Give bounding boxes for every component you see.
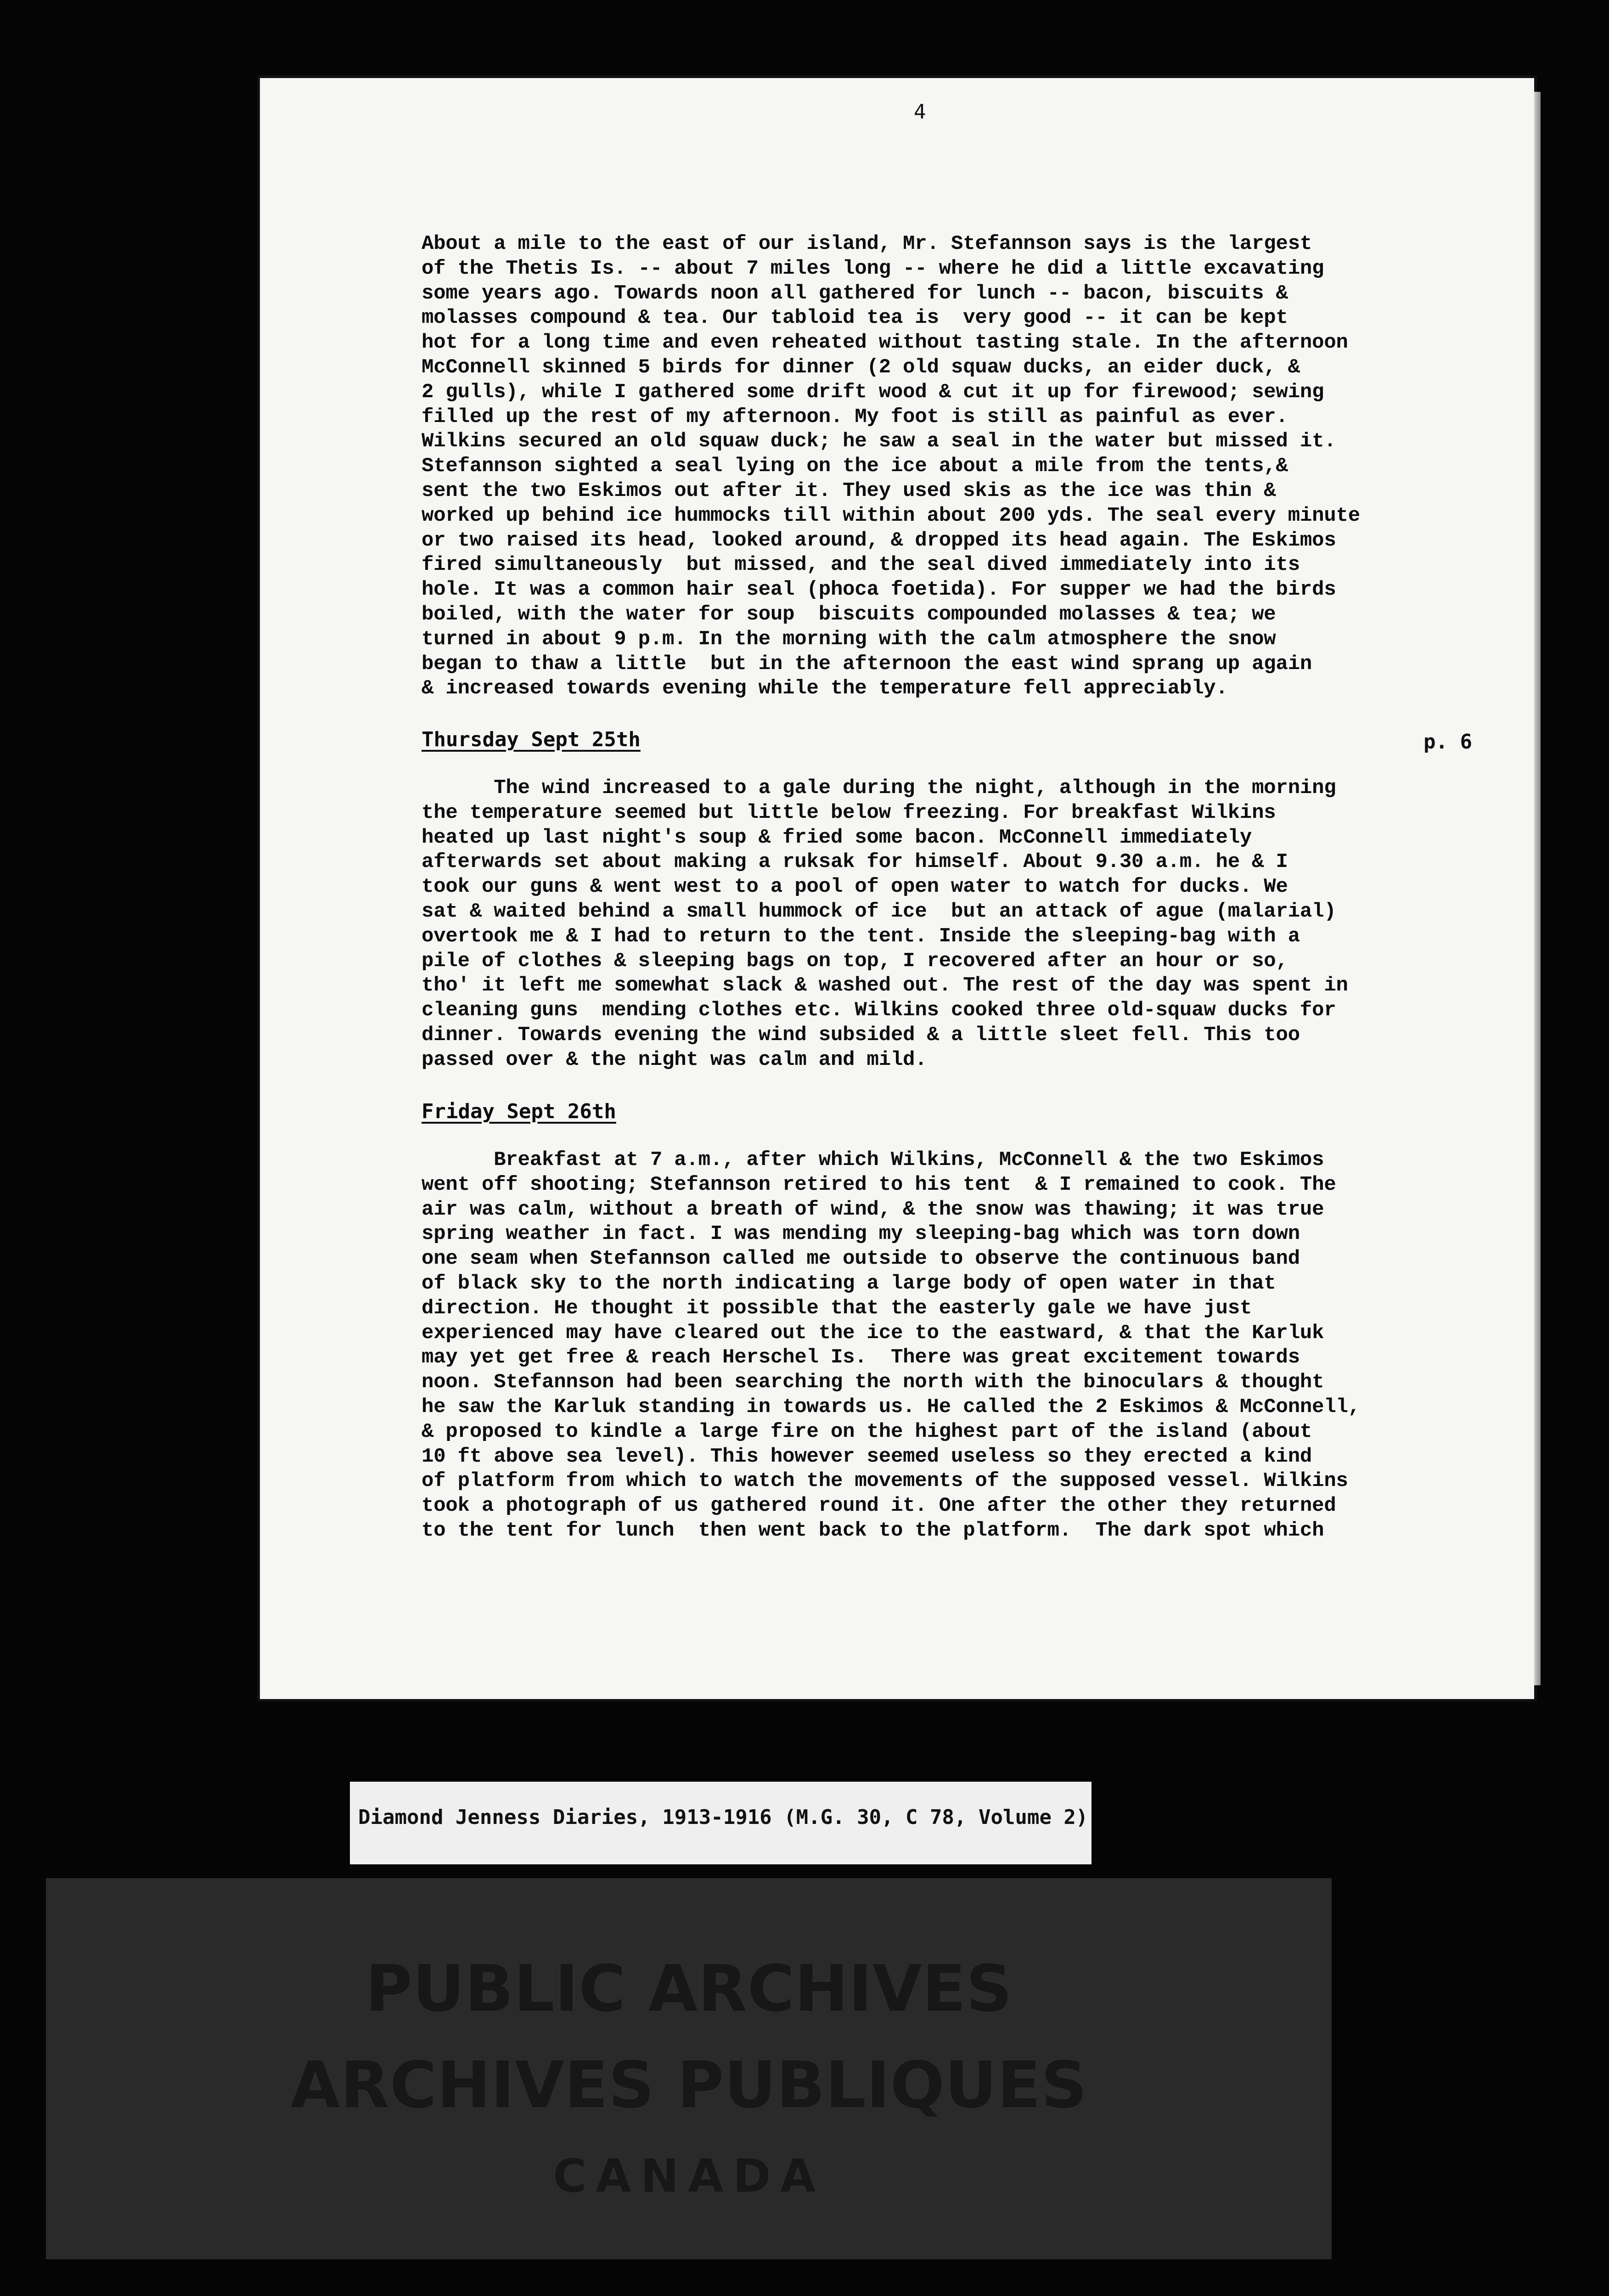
stamp-line-french: ARCHIVES PUBLIQUES [290,2048,1087,2123]
page-edge [1534,92,1541,1685]
heading-friday-sept-26: Friday Sept 26th [422,1100,616,1123]
archives-stamp [46,1878,1332,2259]
heading-thursday-sept-25: Thursday Sept 25th [422,728,641,751]
archive-label-text: Diamond Jenness Diaries, 1913-1916 (M.G. 30, C 78, Volume 2) [358,1806,1088,1829]
stamp-line-canada: CANADA [552,2149,825,2203]
stamp-line-english: PUBLIC ARCHIVES [365,1952,1013,2026]
entry-sept-26-text: Breakfast at 7 a.m., after which Wilkins, McConnell & the two Eskimos went off shooting; Stefannson retired to his tent & I remained to cook. The air was calm, without a breath of wind, & the snow was thawing; it was true spring weather in fact. I was mending my sleeping-bag which was torn down one seam when Stefannson called me outside to observe the continuous band of black sky to the north indicating a large body of open water in that direction. He thought it possible that the easterly gale we have just experienced may have cleared out the ice to the eastward, & that the Karluk may yet get free & reach Herschel Is. There was great excitement towards noon. Stefannson had been searching the north with the binoculars & thought he saw the Karluk standing in towards us. He called the 2 Eskimos & McConnell, & proposed to kindle a large fire on the highest part of the island (about 10 ft above sea level). This however seemed useless so they erected a kind of platform from which to watch the movements of the supposed vessel. Wilkins took a photograph of us gathered round it. One after the other they returned to the tent for lunch then went back to the platform. The dark spot which [422,1148,1360,1542]
page-number: 4 [914,100,926,124]
archive-label [350,1782,1091,1864]
entry-sept-24-text: About a mile to the east of our island, Mr. Stefannson says is the largest of the Thetis Is. -- about 7 miles long -- where he did a little excavating some years ago. Towards noon all gathered for lunch -- bacon, biscuits & molasses compound & tea. Our tabloid tea is very good -- it can be kept hot for a long time and even reheated without tasting stale. In the afternoon McConnell skinned 5 birds for dinner (2 old squaw ducks, an eider duck, & 2 gulls), while I gathered some drift wood & cut it up for firewood; sewing filled up the rest of my afternoon. My foot is still as painful as ever. Wilkins secured an old squaw duck; he saw a seal in the water but missed it. Stefannson sighted a seal lying on the ice about a mile from the tents,& sent the two Eskimos out after it. They used skis as the ice was thin & worked up behind ice hummocks till within about 200 yds. The seal every minute or two raised its head, looked around, & dropped its head again. The Eskimos fired simultaneously but missed, and the seal dived immediately into its hole. It was a common hair seal (phoca foetida). For supper we had the birds boiled, with the water for soup biscuits compounded molasses & tea; we turned in about 9 p.m. In the morning with the calm atmosphere the snow began to thaw a little but in the afternoon the east wind sprang up again & increased towards evening while the temperature fell appreciably. [422,232,1360,700]
entry-sept-25-text: The wind increased to a gale during the night, although in the morning the temperature seemed but little below freezing. For breakfast Wilkins heated up last night's soup & fried some bacon. McConnell immediately afterwards set about making a ruksak for himself. About 9.30 a.m. he & I took our guns & went west to a pool of open water to watch for ducks. We sat & waited behind a small hummock of ice but an attack of ague (malarial) overtook me & I had to return to the tent. Inside the sleeping-bag with a pile of clothes & sleeping bags on top, I recovered after an hour or so, tho' it left me somewhat slack & washed out. The rest of the day was spent in cleaning guns mending clothes etc. Wilkins cooked three old-squaw ducks for dinner. Towards evening the wind subsided & a little sleet fell. This too passed over & the night was calm and mild. [422,777,1348,1071]
margin-note: p. 6 [1423,730,1472,754]
